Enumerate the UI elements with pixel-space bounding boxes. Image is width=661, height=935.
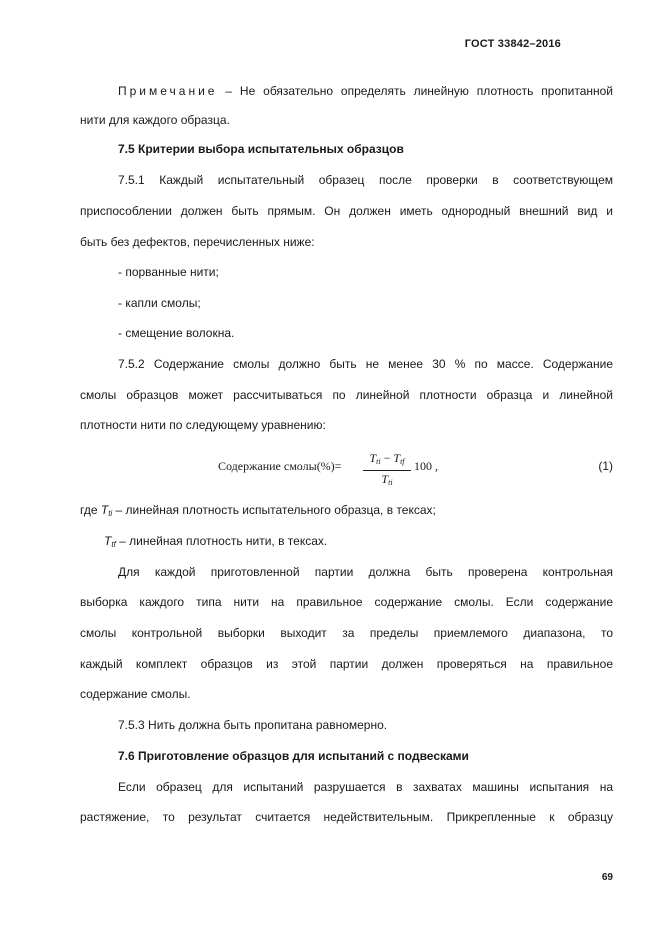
section-7-5-title: 7.5 Критерии выбора испытательных образцов — [118, 142, 404, 156]
p751-line-1: 7.5.1 Каждый испытательный образец после проверки в соответствующем — [118, 173, 613, 187]
p751-line-2: приспособлении должен быть прямым. Он должен иметь однородный внешний вид и — [80, 204, 613, 218]
formula-denominator: $T_{ti}$ — [381, 472, 393, 487]
defect-list-item: - смещение волокна. — [118, 326, 235, 340]
formula-numerator: $T_{ti} - T_{tf}$ — [369, 451, 405, 466]
where-line-2: $T_{tf}$ – линейная плотность нити, в тексах. — [104, 534, 328, 549]
fraction-bar — [363, 470, 411, 471]
note-label: Примечание — [118, 84, 218, 98]
formula-rhs: 100 , — [414, 459, 438, 473]
defect-list-item: - порванные нити; — [118, 265, 219, 279]
note-line-2: нити для каждого образца. — [80, 113, 230, 127]
page-number: 69 — [601, 872, 613, 883]
equation-number: (1) — [598, 459, 613, 473]
note-text: – Не обязательно определять линейную плотность пропитанной — [217, 84, 613, 98]
section-7-6-title: 7.6 Приготовление образцов для испытаний с подвесками — [118, 749, 469, 763]
p76-line-1: Если образец для испытаний разрушается в захватах машины испытания на — [118, 780, 613, 794]
formula-fraction — [363, 451, 411, 490]
p752-line-3: плотности нити по следующему уравнению: — [80, 418, 326, 432]
where-line-1: где $T_{ti}$ – линейная плотность испытательного образца, в тексах; — [80, 503, 436, 518]
p751-line-3: быть без дефектов, перечисленных ниже: — [80, 235, 315, 249]
p752-line-1: 7.5.2 Содержание смолы должно быть не менее 30 % по массе. Содержание — [118, 357, 613, 371]
batch-line-1: Для каждой приготовленной партии должна быть проверена контрольная — [118, 565, 613, 579]
p752-line-2: смолы образцов может рассчитываться по линейной плотности образца и линейной — [80, 388, 613, 402]
defect-list-item: - капли смолы; — [118, 296, 201, 310]
formula-lhs: Содержание смолы(%)= — [218, 459, 342, 473]
p753: 7.5.3 Нить должна быть пропитана равномерно. — [118, 718, 388, 732]
doc-number-header: ГОСТ 33842–2016 — [464, 38, 561, 50]
batch-line-2: выборка каждого типа нити на правильное содержание смолы. Если содержание — [80, 595, 613, 609]
p76-line-2: растяжение, то результат считается недействительным. Прикрепленные к образцу — [80, 810, 613, 824]
batch-line-5: содержание смолы. — [80, 687, 191, 701]
batch-line-3: смолы контрольной выборки выходит за пределы приемлемого диапазона, то — [80, 626, 613, 640]
note-line-1 — [118, 84, 613, 99]
batch-line-4: каждый комплект образцов из этой партии должен проверяться на правильное — [80, 657, 613, 671]
